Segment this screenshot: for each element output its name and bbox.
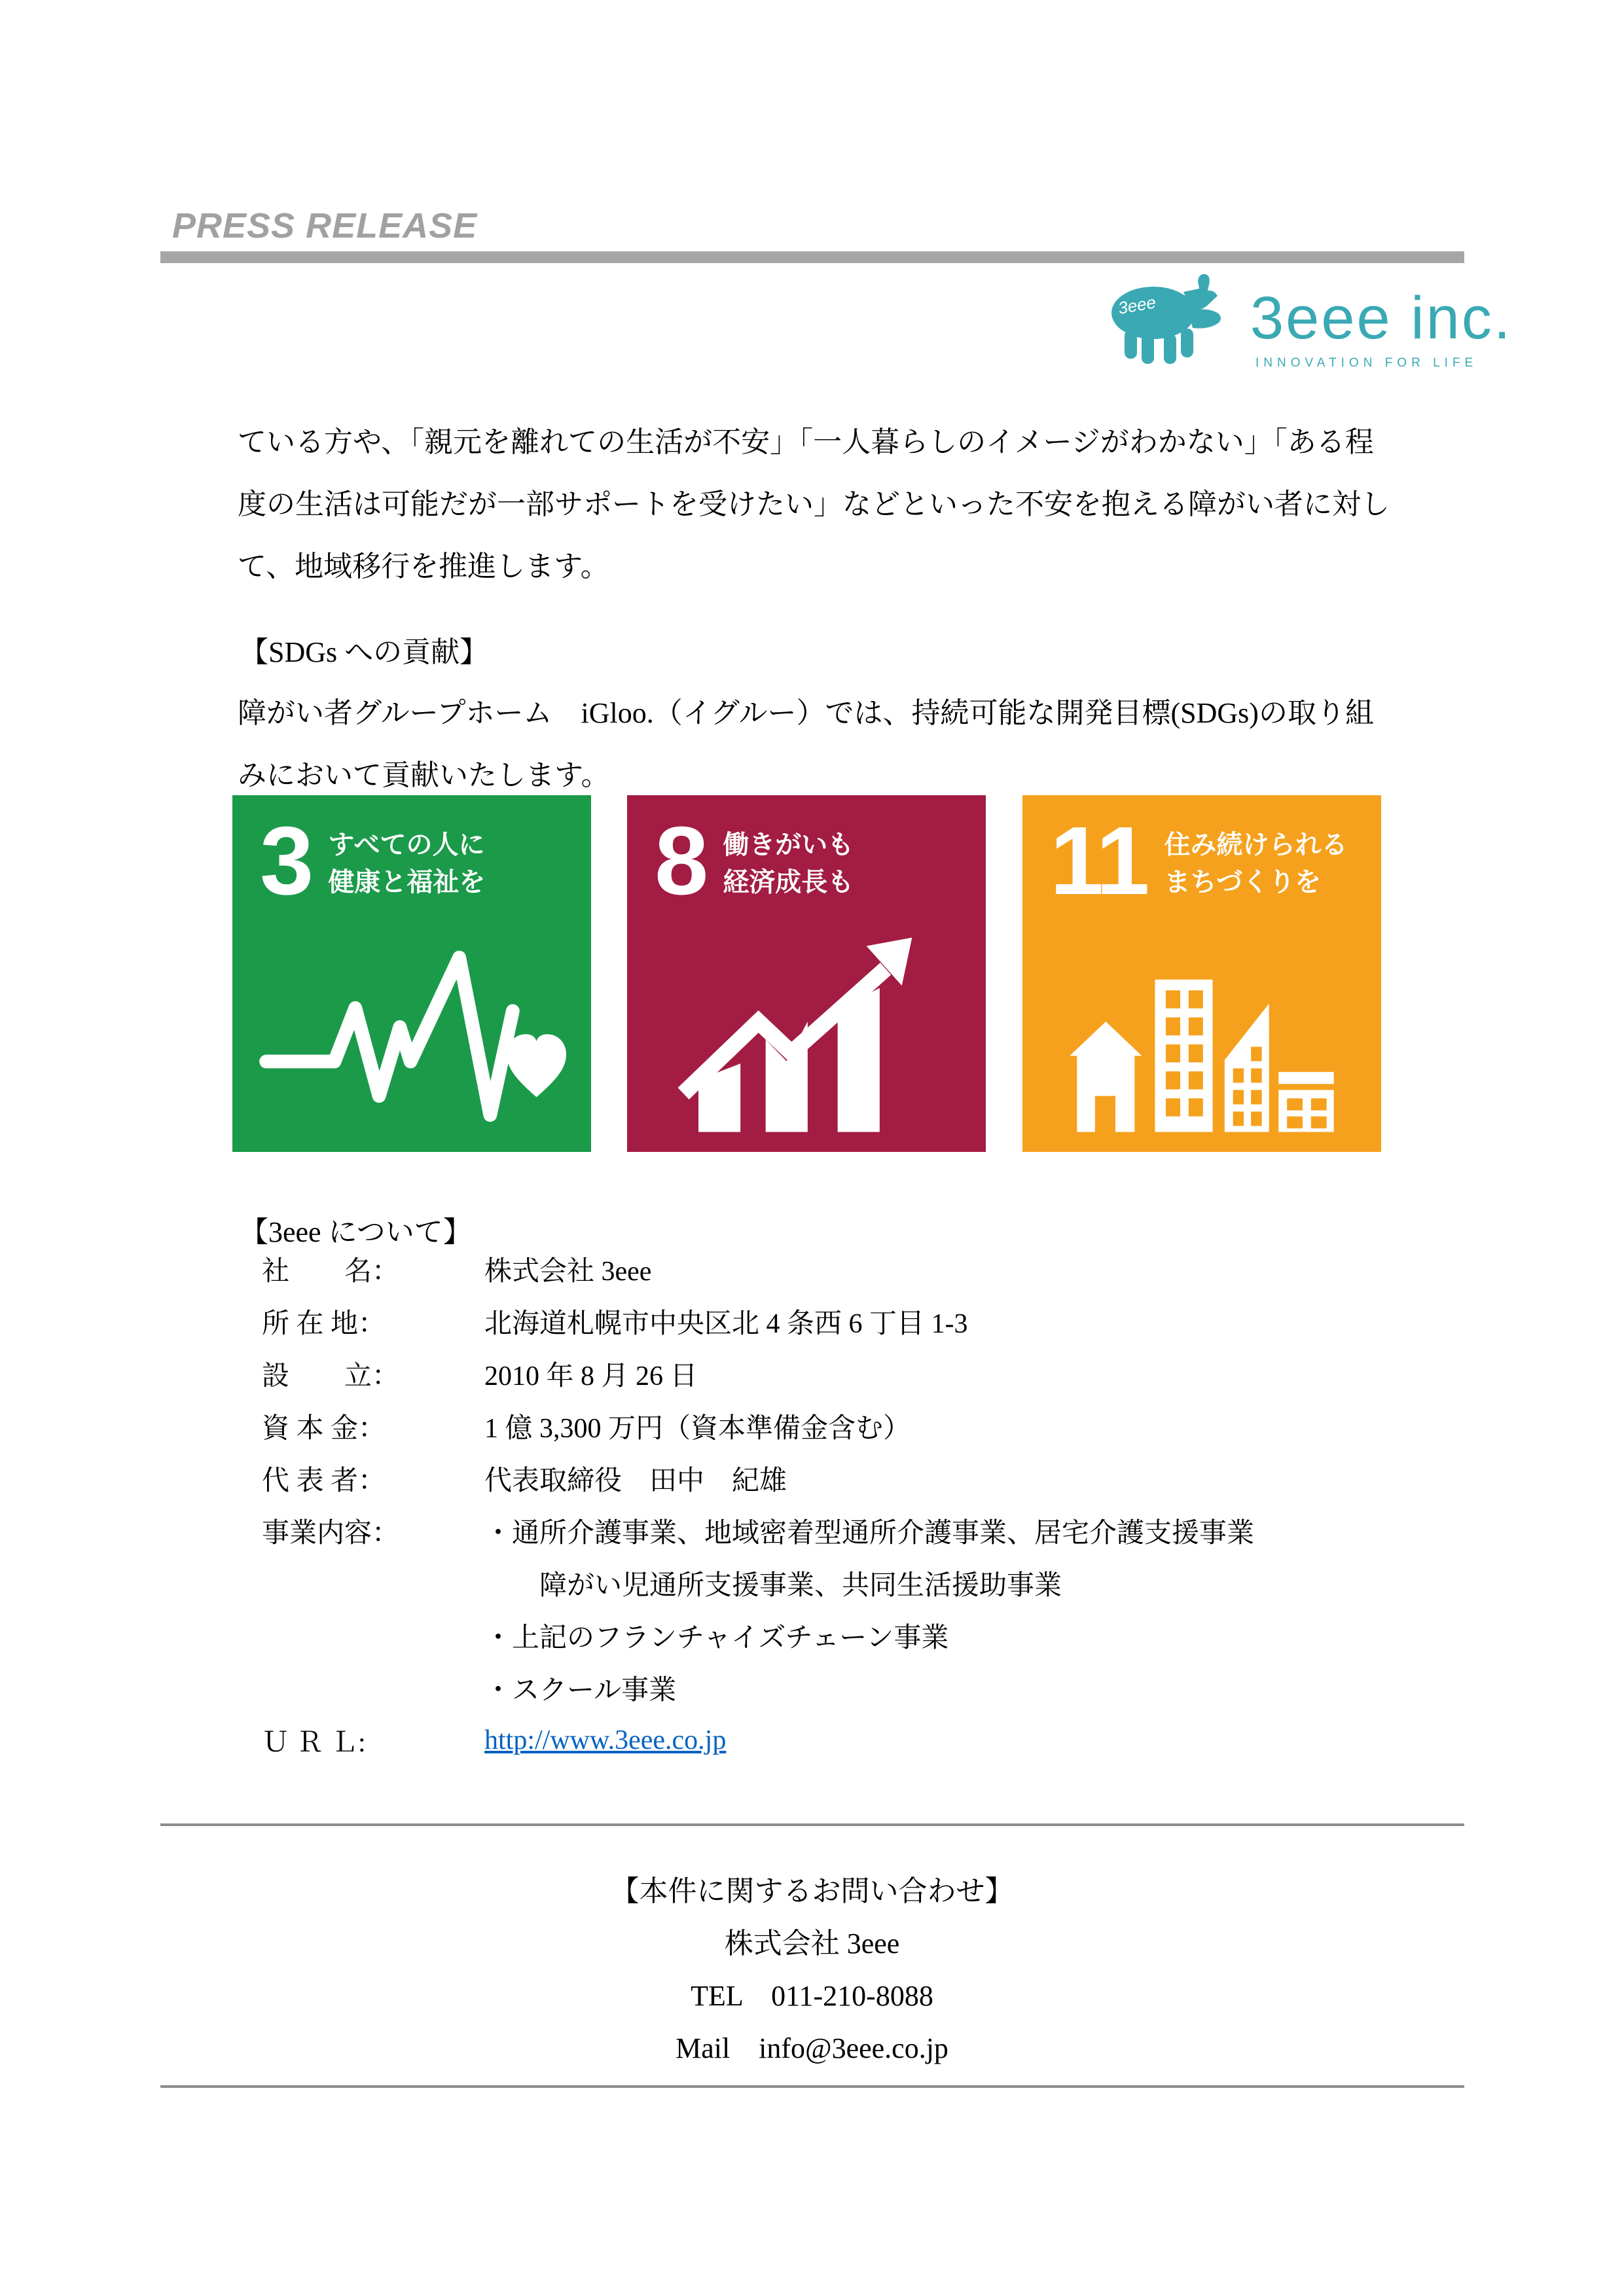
- company-logo: [1101, 267, 1513, 375]
- row-label: Ｕ Ｒ Ｌ:: [262, 1728, 366, 1758]
- contact-tel: TEL 011-210-8088: [691, 1980, 933, 2012]
- table-row: [262, 1295, 1254, 1348]
- sdgs-paragraph: [238, 682, 1396, 806]
- sdg-card-header: [1022, 795, 1381, 915]
- pulse-heart-icon: [257, 937, 566, 1133]
- page-title: PRESS RELEASE: [172, 206, 478, 245]
- intro-line: 度の生活は可能だが一部サポートを受けたい」などといった不安を抱える障がい者に対し: [238, 488, 1390, 520]
- sdg-goal-title-line: 経済成長も: [723, 868, 854, 897]
- sdg-goal-title-line: 働きがいも: [723, 831, 854, 859]
- row-label: 所 在 地：: [262, 1309, 386, 1339]
- table-row: [262, 1609, 1254, 1662]
- sdgs-line: みにおいて貢献いたします。: [238, 759, 610, 791]
- table-row: [262, 1400, 1254, 1452]
- sdg-goal-title: [1164, 827, 1347, 901]
- hippo-mark-text: 3eee: [1116, 292, 1158, 318]
- row-value: ・スクール事業: [484, 1676, 677, 1706]
- contact-divider-top: [160, 1823, 1464, 1826]
- sdg-goal-number: 8: [655, 807, 706, 915]
- company-tagline: INNOVATION FOR LIFE: [1255, 356, 1478, 370]
- company-info-table: [262, 1243, 1254, 1767]
- sdg-card-11: [1022, 795, 1381, 1152]
- intro-paragraph: [238, 411, 1396, 598]
- sdg-card-header: [627, 795, 986, 915]
- company-name: 3eee inc.: [1250, 285, 1513, 351]
- table-row: [262, 1452, 1254, 1505]
- sdg-card-8: [627, 795, 986, 1152]
- sdgs-line: 障がい者グループホーム iGloo.（イグルー）では、持続可能な開発目標(SDGs)の取り組: [238, 697, 1374, 729]
- sdg-card-header: [232, 795, 591, 915]
- table-row: [262, 1348, 1254, 1400]
- contact-heading: 【本件に関するお問い合わせ】: [610, 1875, 1014, 1907]
- sdg-goal-number: 3: [260, 807, 312, 915]
- intro-line: て、地域移行を推進します。: [238, 550, 609, 583]
- sdg-goal-title-line: すべての人に: [328, 831, 485, 859]
- row-label: 設 立：: [262, 1361, 400, 1391]
- intro-line: ている方や、「親元を離れての生活が不安」「一人暮らしのイメージがわかない」「ある程: [238, 426, 1374, 458]
- sdg-goal-title-line: まちづくりを: [1164, 868, 1322, 897]
- growth-arrow-icon: [662, 933, 950, 1137]
- sdg-goal-title: [723, 827, 854, 901]
- sdg-goal-number: 11: [1050, 807, 1147, 915]
- contact-block: [0, 1865, 1624, 2075]
- row-label: 資 本 金：: [262, 1414, 386, 1444]
- city-buildings-icon: [1058, 933, 1346, 1137]
- row-label: 事業内容：: [262, 1518, 400, 1549]
- row-value: 北海道札幌市中央区北 4 条西 6 丁目 1-3: [484, 1309, 968, 1339]
- company-url-link[interactable]: http://www.3eee.co.jp: [484, 1725, 727, 1755]
- table-row: [262, 1557, 1254, 1609]
- about-section-heading: 【3eee について】: [240, 1216, 472, 1248]
- hippo-logo-icon: [1101, 271, 1235, 369]
- row-label: 代 表 者：: [262, 1466, 386, 1496]
- contact-company: 株式会社 3eee: [724, 1928, 900, 1960]
- sdgs-section-heading: 【SDGs への貢献】: [240, 636, 489, 668]
- sdg-icon-area: [232, 931, 591, 1138]
- row-value: ・通所介護事業、地域密着型通所介護事業、居宅介護支援事業: [484, 1518, 1255, 1549]
- table-row: [262, 1243, 1254, 1295]
- row-value: 障がい児通所支援事業、共同生活援助事業: [484, 1571, 1062, 1601]
- sdg-card-3: [232, 795, 591, 1152]
- row-value: 1 億 3,300 万円（資本準備金含む）: [484, 1414, 911, 1444]
- sdg-goal-title-line: 住み続けられる: [1164, 831, 1348, 859]
- row-value: 代表取締役 田中 紀雄: [484, 1466, 787, 1496]
- header-divider-bar: [160, 251, 1464, 263]
- contact-mail: Mail info@3eee.co.jp: [676, 2032, 948, 2064]
- row-value: ・上記のフランチャイズチェーン事業: [484, 1623, 949, 1653]
- row-value: 2010 年 8 月 26 日: [484, 1361, 698, 1391]
- sdg-goal-title: [328, 827, 485, 901]
- table-row: [262, 1505, 1254, 1557]
- sdg-goal-title-line: 健康と福祉を: [328, 868, 486, 897]
- table-row: [262, 1714, 1254, 1767]
- sdg-icon-area: [1022, 931, 1381, 1138]
- row-label: 社 名：: [262, 1257, 400, 1287]
- sdg-icon-area: [627, 931, 986, 1138]
- table-row: [262, 1662, 1254, 1714]
- row-value: 株式会社 3eee: [484, 1257, 652, 1287]
- contact-divider-bottom: [160, 2085, 1464, 2088]
